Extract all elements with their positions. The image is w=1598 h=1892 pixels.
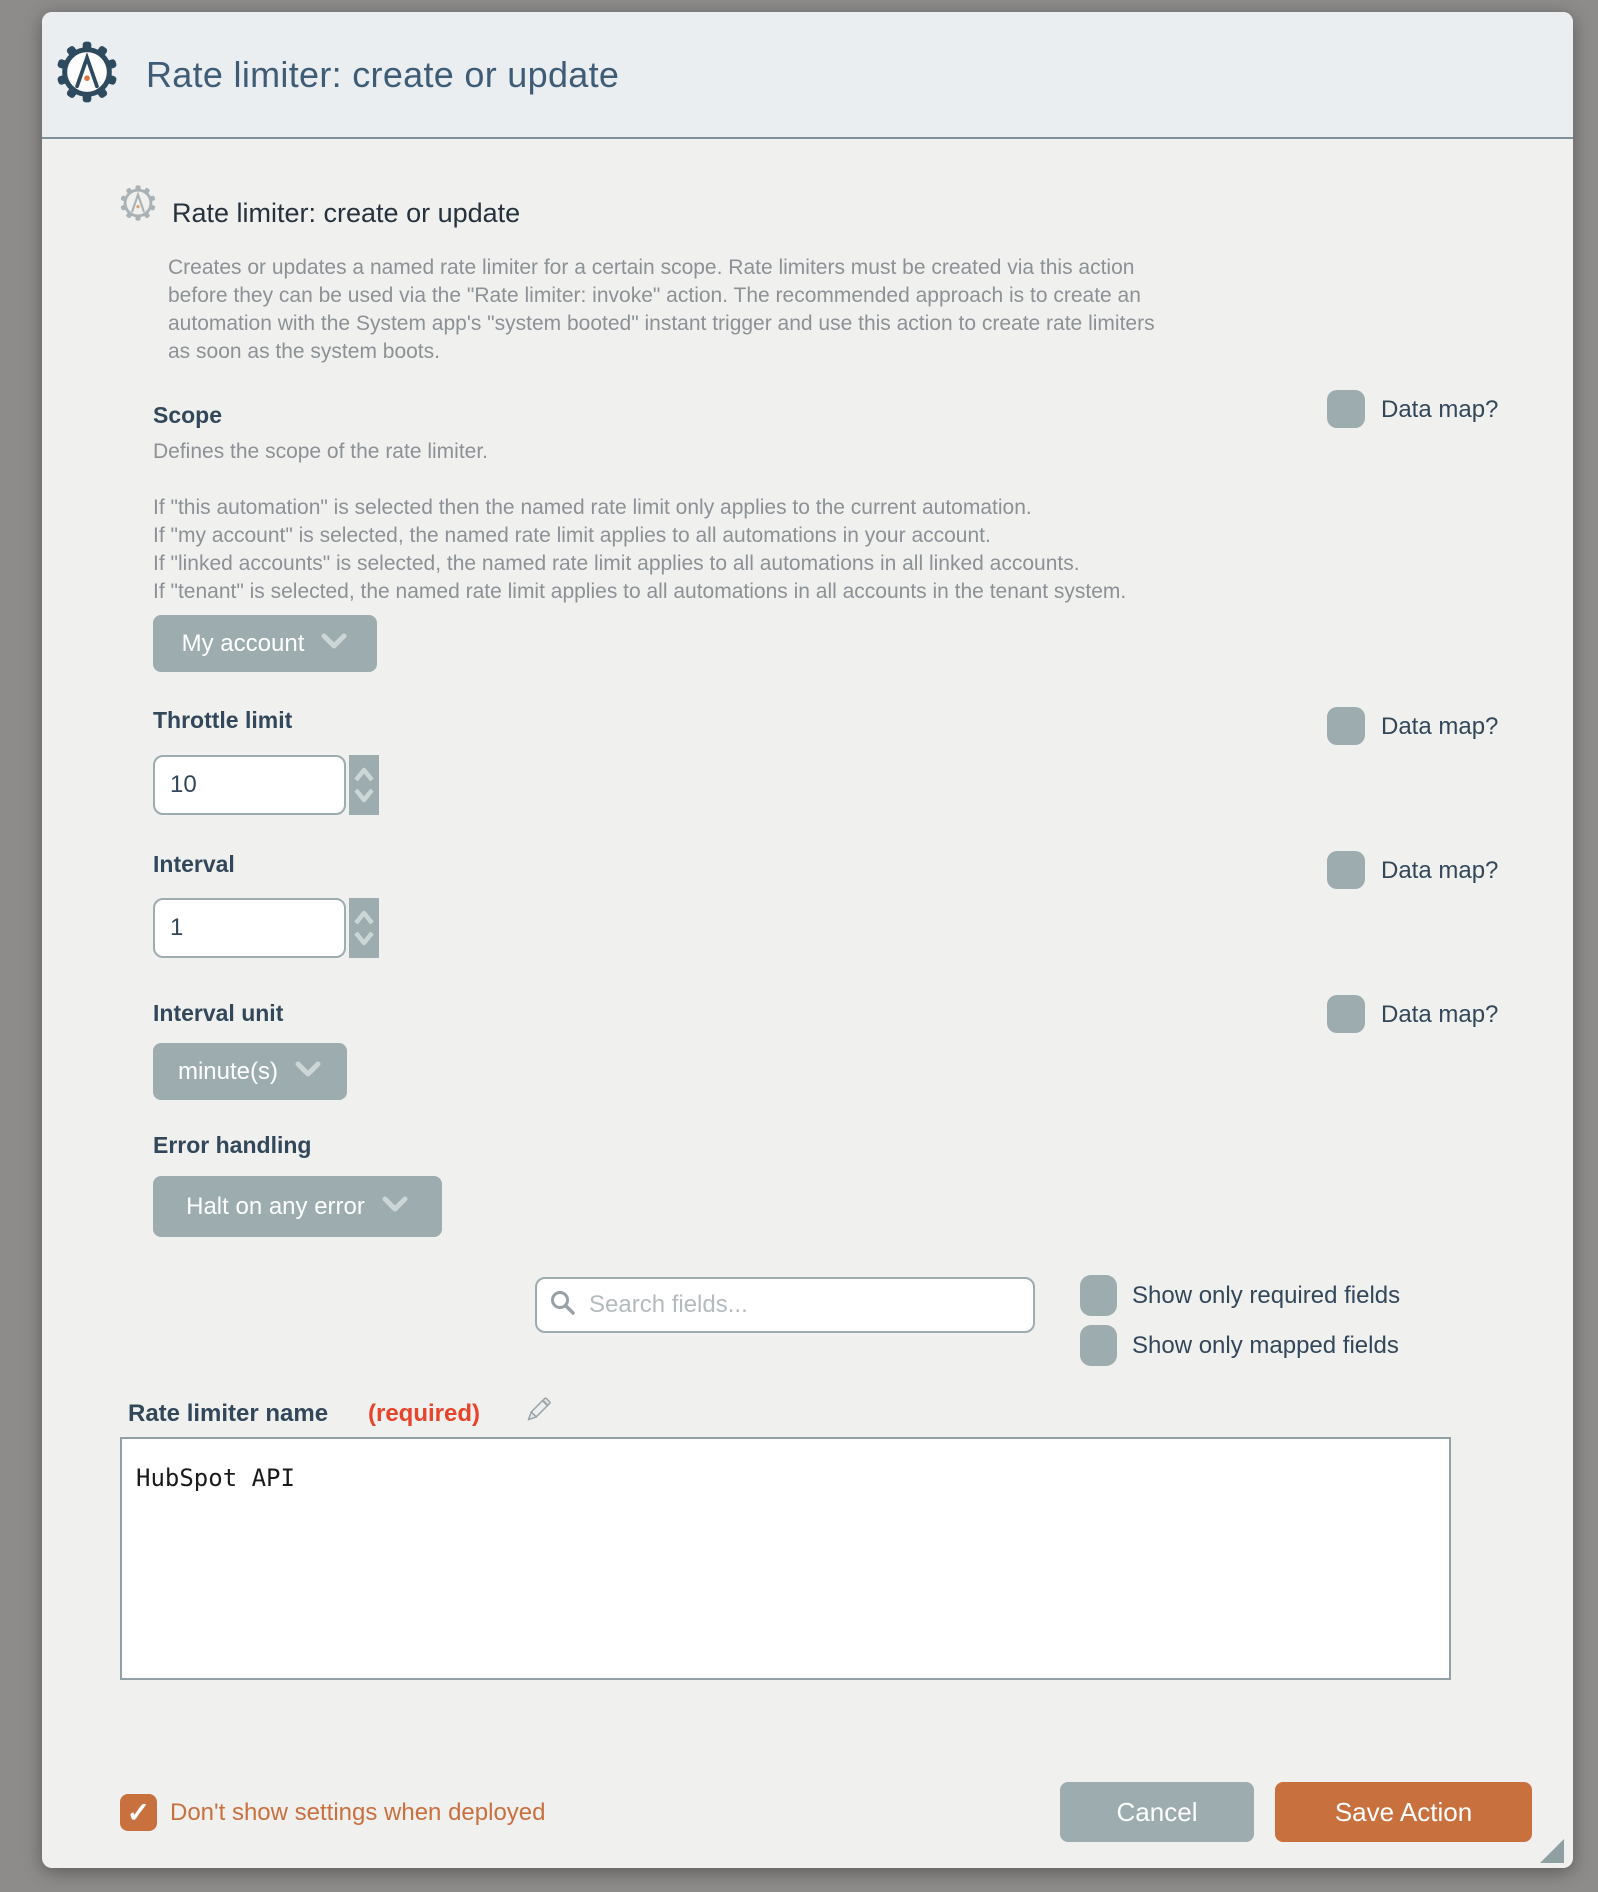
stepper-down-icon (352, 929, 376, 947)
scope-note-line: If "linked accounts" is selected, the named rate limit applies to all automations in all linked accounts. (153, 552, 1080, 575)
chevron-down-icon (294, 1058, 322, 1086)
modal-header (42, 12, 1573, 139)
description-line: Creates or updates a named rate limiter for a certain scope. Rate limiters must be created via this action (168, 256, 1135, 279)
interval-unit-select[interactable] (153, 1043, 347, 1100)
throttle-limit-data-map-label: Data map? (1381, 713, 1499, 740)
section-description (168, 254, 1155, 366)
pencil-edit-icon[interactable] (520, 1394, 554, 1433)
modal-title: Rate limiter: create or update (146, 53, 620, 95)
stepper-up-icon (352, 909, 376, 927)
throttle-limit-stepper[interactable] (349, 755, 379, 815)
save-action-button[interactable]: Save Action (1275, 1782, 1532, 1842)
show-only-mapped-checkbox[interactable] (1080, 1325, 1117, 1366)
checkmark-icon: ✓ (126, 1797, 151, 1828)
scope-note-line: If "tenant" is selected, the named rate limit applies to all automations in all accounts in the tenant system. (153, 580, 1127, 603)
rate-limiter-modal (42, 12, 1573, 1868)
show-only-mapped-label: Show only mapped fields (1132, 1332, 1399, 1359)
resize-handle[interactable] (1540, 1839, 1564, 1863)
interval-unit-select-value: minute(s) (177, 1057, 279, 1085)
rate-limiter-name-label: Rate limiter name (128, 1400, 329, 1427)
throttle-limit-input[interactable] (153, 755, 346, 815)
scope-select-value: My account (181, 629, 305, 657)
section-gear-icon (120, 185, 156, 226)
description-line: automation with the System app's "system booted" instant trigger and use this action to create rate limiters (168, 312, 1155, 335)
chevron-down-icon (381, 1193, 409, 1221)
scope-notes (153, 494, 1126, 606)
error-handling-select[interactable] (153, 1176, 442, 1237)
interval-data-map-checkbox[interactable] (1327, 851, 1365, 889)
interval-label: Interval (153, 851, 235, 877)
scope-label: Scope (153, 402, 223, 428)
interval-data-map-label: Data map? (1381, 857, 1499, 884)
description-line: before they can be used via the "Rate limiter: invoke" action. The recommended approach is to create an (168, 284, 1141, 307)
interval-input[interactable] (153, 898, 346, 958)
throttle-limit-label: Throttle limit (153, 707, 293, 733)
stepper-down-icon (352, 786, 376, 804)
search-icon (549, 1289, 577, 1322)
show-only-required-checkbox[interactable] (1080, 1275, 1117, 1316)
scope-data-map-label: Data map? (1381, 396, 1499, 423)
section-title: Rate limiter: create or update (172, 198, 521, 228)
scope-note-line: If "this automation" is selected then the named rate limit only applies to the current automation. (153, 496, 1032, 519)
cancel-button[interactable]: Cancel (1060, 1782, 1254, 1842)
interval-unit-data-map-checkbox[interactable] (1327, 995, 1365, 1033)
dont-show-settings-checkbox[interactable] (120, 1794, 157, 1831)
error-handling-label: Error handling (153, 1132, 312, 1158)
description-line: as soon as the system boots. (168, 340, 440, 363)
error-handling-select-value: Halt on any error (186, 1192, 365, 1220)
dont-show-settings-label: Don't show settings when deployed (170, 1799, 546, 1826)
required-badge: (required) (368, 1400, 481, 1427)
show-only-required-label: Show only required fields (1132, 1282, 1401, 1309)
scope-data-map-checkbox[interactable] (1327, 390, 1365, 428)
interval-unit-data-map-label: Data map? (1381, 1001, 1499, 1028)
rate-limiter-name-textarea[interactable] (120, 1437, 1451, 1680)
search-fields-input[interactable] (587, 1290, 1021, 1320)
stepper-up-icon (352, 766, 376, 784)
scope-note-line: If "my account" is selected, the named rate limit applies to all automations in your account. (153, 524, 991, 547)
throttle-limit-data-map-checkbox[interactable] (1327, 707, 1365, 745)
gear-automation-icon (56, 41, 118, 108)
chevron-down-icon (320, 630, 348, 658)
interval-unit-label: Interval unit (153, 1000, 284, 1026)
scope-help-text: Defines the scope of the rate limiter. (153, 440, 489, 463)
search-fields-box (535, 1277, 1035, 1333)
scope-select[interactable] (153, 615, 377, 672)
interval-stepper[interactable] (349, 898, 379, 958)
